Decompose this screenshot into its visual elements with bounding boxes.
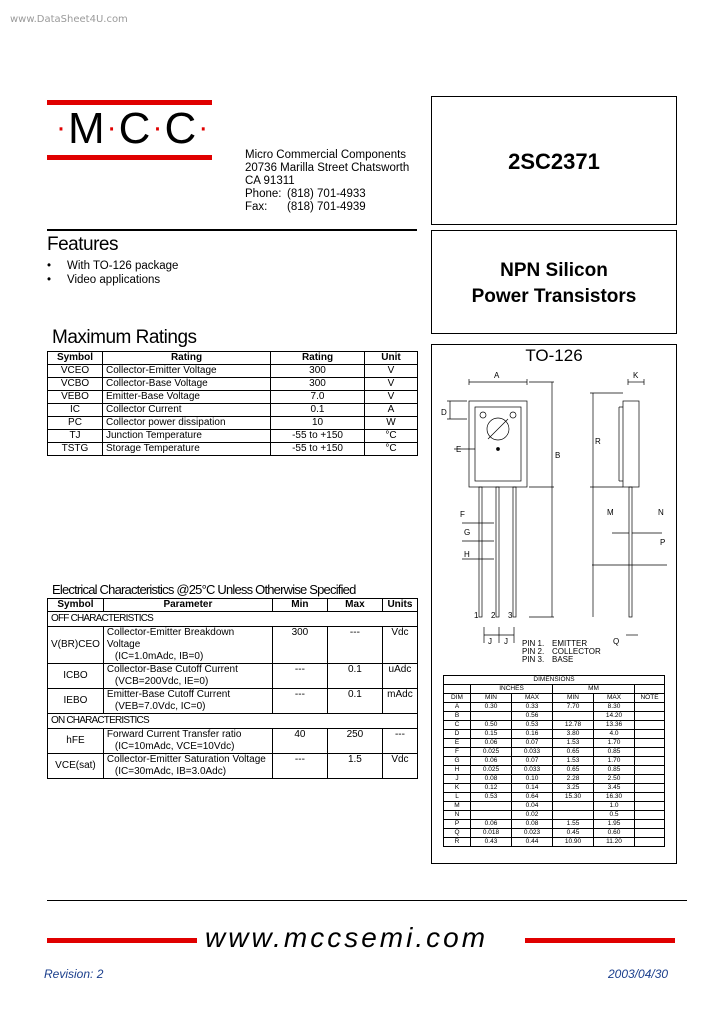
table-row: G 0.06 0.07 1.53 1.70 [444, 757, 665, 766]
package-box [431, 344, 677, 864]
description-line-1: NPN Silicon [500, 260, 608, 281]
table-row: E 0.06 0.07 1.53 1.70 [444, 739, 665, 748]
dim-label-m: M [607, 508, 614, 517]
col-parameter: Parameter [103, 599, 272, 612]
table-row: Q 0.018 0.023 0.45 0.60 [444, 829, 665, 838]
date: 2003/04/30 [608, 967, 669, 981]
col-units: Units [382, 599, 417, 612]
logo-letter-c2: C [164, 104, 199, 153]
logo-letter-m: M [68, 104, 107, 153]
table-row: hFE Forward Current Transfer ratio (IC=10mAdc, VCE=10Vdc) 40 250 --- [48, 729, 418, 754]
watermark: www.DataSheet4U.com [10, 14, 128, 25]
table-row: M 0.04 1.0 [444, 802, 665, 811]
table-row: ICBO Collector-Base Cutoff Current (VCB=200Vdc, IE=0) --- 0.1 uAdc [48, 664, 418, 689]
section-row [48, 612, 418, 627]
dim-label-g: G [464, 528, 471, 537]
table-row: J 0.08 0.10 2.28 2.50 [444, 775, 665, 784]
features-list [47, 259, 178, 287]
table-row: B 0.56 14.20 [444, 712, 665, 721]
table-row: L 0.53 0.64 15.30 16.30 [444, 793, 665, 802]
on-characteristics-title: ON CHARACTERISTICS [48, 714, 418, 729]
table-row: VCE(sat) Collector-Emitter Saturation Voltage (IC=30mAdc, IB=3.0Adc) --- 1.5 Vdc [48, 754, 418, 779]
elec-title: Electrical Characteristics @25°C Unless Otherwise Specified [52, 582, 356, 597]
dimensions-body [444, 703, 665, 847]
table-row: VEBO Emitter-Base Voltage 7.0 V [48, 391, 418, 404]
table-row: TJ Junction Temperature -55 to +150 °C [48, 430, 418, 443]
description-box [431, 230, 677, 334]
off-characteristics-title: OFF CHARACTERISTICS [48, 612, 418, 627]
table-row: N 0.02 0.5 [444, 811, 665, 820]
col-min: Min [272, 599, 327, 612]
table-row: D 0.15 0.16 3.80 4.0 [444, 730, 665, 739]
table-row: V(BR)CEO Collector-Emitter Breakdown Voltage (IC=1.0mAdc, IB=0) 300 --- Vdc [48, 627, 418, 664]
col-max: Max [327, 599, 382, 612]
dim-label-r: R [595, 437, 601, 446]
table-row: F 0.025 0.033 0.65 0.85 [444, 748, 665, 757]
feature-item: • With TO-126 package [47, 260, 179, 272]
col-symbol: Symbol [48, 352, 103, 365]
company-city: CA 91311 [245, 175, 295, 187]
dim-label-b: B [555, 451, 561, 460]
table-row: K 0.12 0.14 3.25 3.45 [444, 784, 665, 793]
inches-header: INCHES [471, 685, 553, 694]
max-ratings-table [47, 351, 418, 456]
pin-number-3: 3 [508, 611, 513, 620]
col-unit: Unit [365, 352, 418, 365]
table-row: IC Collector Current 0.1 A [48, 404, 418, 417]
logo-letter-c1: C [118, 104, 153, 153]
table-header-row: DIM MIN MAX MIN MAX NOTE [444, 694, 665, 703]
dim-label-k: K [633, 371, 639, 380]
elec-table [47, 598, 418, 779]
table-row: IEBO Emitter-Base Cutoff Current (VEB=7.0Vdc, IC=0) --- 0.1 mAdc [48, 689, 418, 714]
table-row: VCEO Collector-Emitter Voltage 300 V [48, 365, 418, 378]
package-title: TO-126 [525, 346, 583, 365]
dim-label-h: H [464, 550, 470, 559]
features-title: Features [47, 234, 118, 255]
dim-label-a: A [494, 371, 500, 380]
dim-label-p: P [660, 538, 666, 547]
logo-bottom-bar [47, 155, 212, 160]
footer-rule [47, 900, 687, 901]
table-row: R 0.43 0.44 10.90 11.20 [444, 838, 665, 847]
col-rating-name: Rating [103, 352, 271, 365]
table-row: C 0.50 0.53 12.78 13.36 [444, 721, 665, 730]
feature-item: • Video applications [47, 274, 161, 286]
phone-number: (818) 701-4933 [287, 188, 366, 200]
section-row [48, 714, 418, 729]
website-url[interactable]: www.mccsemi.com [205, 922, 489, 953]
dim-label-q: Q [613, 637, 620, 646]
dim-label-j2: J [504, 637, 508, 646]
table-header-row [48, 352, 418, 365]
company-street: 20736 Marilla Street Chatsworth [245, 162, 410, 174]
description-line-2: Power Transistors [471, 286, 637, 307]
company-address [245, 149, 409, 214]
pin-list: PIN 1. EMITTER PIN 2. COLLECTOR PIN 3. BASE [522, 639, 601, 664]
table-row: TSTG Storage Temperature -55 to +150 °C [48, 443, 418, 456]
url-bar-left [47, 938, 197, 943]
max-ratings-title: Maximum Ratings [52, 327, 197, 348]
table-row: P 0.06 0.08 1.55 1.95 [444, 820, 665, 829]
features-rule [47, 229, 417, 231]
company-logo: ·M·C·C· [56, 104, 211, 153]
part-number: 2SC2371 [508, 149, 600, 174]
dim-label-d: D [441, 408, 447, 417]
mm-header: MM [553, 685, 635, 694]
col-rating-value: Rating [271, 352, 365, 365]
url-bar-right [525, 938, 675, 943]
table-row: H 0.025 0.033 0.65 0.85 [444, 766, 665, 775]
dim-label-e: E [456, 445, 462, 454]
dimensions-title: DIMENSIONS [444, 676, 665, 685]
phone-label: Phone: [245, 188, 282, 200]
table-row: PC Collector power dissipation 10 W [48, 417, 418, 430]
fax-label: Fax: [245, 201, 268, 213]
dim-label-f: F [460, 510, 465, 519]
table-row: A 0.30 0.33 7.70 8.30 [444, 703, 665, 712]
dim-label-j: J [488, 637, 492, 646]
table-row: VCBO Collector-Base Voltage 300 V [48, 378, 418, 391]
dimensions-table [443, 675, 665, 847]
table-header-row [48, 599, 418, 612]
revision: Revision: 2 [44, 967, 104, 981]
pin-number-1: 1 [474, 611, 479, 620]
company-name: Micro Commercial Components [245, 149, 407, 161]
part-number-box [431, 96, 677, 225]
pin-number-2: 2 [491, 611, 496, 620]
fax-number: (818) 701-4939 [287, 201, 366, 213]
dim-label-n: N [658, 508, 664, 517]
col-symbol: Symbol [48, 599, 104, 612]
